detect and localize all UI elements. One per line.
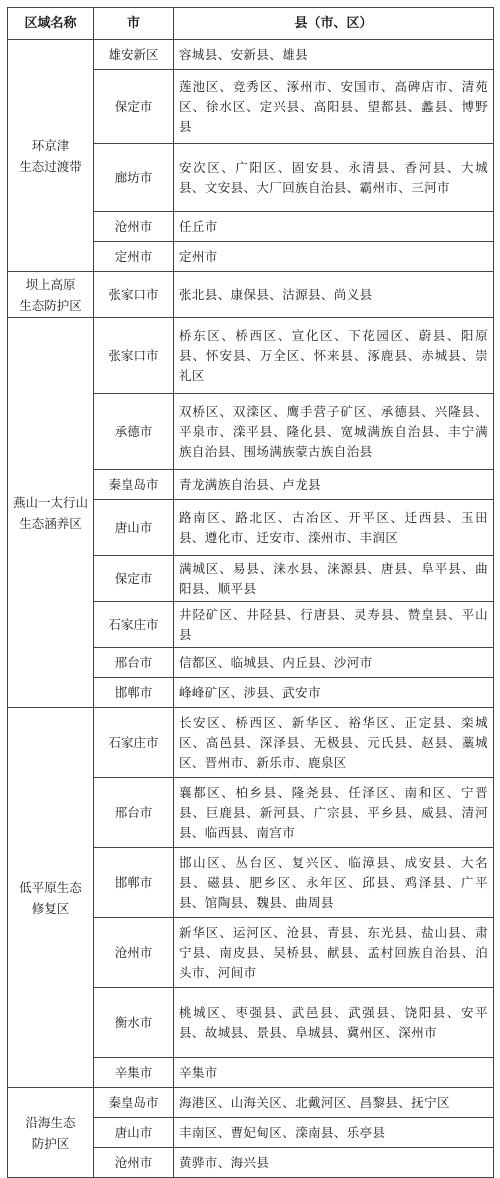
city-cell: 张家口市 xyxy=(94,272,174,318)
zone-name-line: 沿海生态 xyxy=(25,1114,76,1130)
city-cell: 衡水市 xyxy=(94,988,174,1058)
county-cell: 信都区、临城县、内丘县、沙河市 xyxy=(174,648,494,678)
county-cell: 张北县、康保县、沽源县、尚义县 xyxy=(174,272,494,318)
city-cell: 承德市 xyxy=(94,394,174,470)
county-cell: 莲池区、竞秀区、涿州市、安国市、高碑店市、清苑区、徐水区、定兴县、高阳县、望都县、蠡县、博野县 xyxy=(174,70,494,144)
zone-name-cell xyxy=(8,1088,94,1178)
header-row xyxy=(8,8,494,40)
zone-name-line: 生态防护区 xyxy=(19,297,82,313)
county-cell: 黄骅市、海兴县 xyxy=(174,1148,494,1178)
zone-name-line: 生态涵养区 xyxy=(19,515,82,531)
zone-name-line: 防护区 xyxy=(31,1135,70,1151)
city-cell: 邯郸市 xyxy=(94,678,174,708)
county-cell: 邯山区、丛台区、复兴区、临漳县、成安县、大名县、磁县、肥乡区、永年区、邱县、鸡泽县、广平县、馆陶县、魏县、曲周县 xyxy=(174,848,494,918)
county-cell: 桥东区、桥西区、宣化区、下花园区、蔚县、阳原县、怀安县、万全区、怀来县、涿鹿县、赤城县、崇礼区 xyxy=(174,318,494,394)
ecological-zones-table xyxy=(7,7,494,1178)
header-city: 市 xyxy=(94,8,174,40)
table-row xyxy=(8,1088,494,1118)
header-county: 县（市、区） xyxy=(174,8,494,40)
zone-name-cell xyxy=(8,40,94,272)
zone-name-line: 坝上高原 xyxy=(25,276,76,292)
city-cell: 秦皇岛市 xyxy=(94,470,174,500)
city-cell: 石家庄市 xyxy=(94,708,174,778)
county-cell: 襄都区、柏乡县、隆尧县、任泽区、南和区、宁晋县、巨鹿县、新河县、广宗县、平乡县、威县、清河县、临西县、南宫市 xyxy=(174,778,494,848)
zone-name-cell xyxy=(8,318,94,708)
county-cell: 辛集市 xyxy=(174,1058,494,1088)
city-cell: 雄安新区 xyxy=(94,40,174,70)
table-row xyxy=(8,272,494,318)
city-cell: 保定市 xyxy=(94,556,174,602)
county-cell: 丰南区、曹妃甸区、滦南县、乐亭县 xyxy=(174,1118,494,1148)
city-cell: 保定市 xyxy=(94,70,174,144)
zone-name-line: 修复区 xyxy=(31,900,70,916)
county-cell: 井陉矿区、井陉县、行唐县、灵寿县、赞皇县、平山县 xyxy=(174,602,494,648)
county-cell: 峰峰矿区、涉县、武安市 xyxy=(174,678,494,708)
header-zone-name: 区域名称 xyxy=(8,8,94,40)
county-cell: 海港区、山海关区、北戴河区、昌黎县、抚宁区 xyxy=(174,1088,494,1118)
city-cell: 张家口市 xyxy=(94,318,174,394)
city-cell: 邢台市 xyxy=(94,648,174,678)
city-cell: 沧州市 xyxy=(94,918,174,988)
county-cell: 安次区、广阳区、固安县、永清县、香河县、大城县、文安县、大厂回族自治县、霸州市、三河市 xyxy=(174,144,494,212)
county-cell: 新华区、运河区、沧县、青县、东光县、盐山县、肃宁县、南皮县、吴桥县、献县、孟村回族自治县、泊头市、河间市 xyxy=(174,918,494,988)
county-cell: 桃城区、枣强县、武邑县、武强县、饶阳县、安平县、故城县、景县、阜城县、冀州区、深州市 xyxy=(174,988,494,1058)
city-cell: 石家庄市 xyxy=(94,602,174,648)
city-cell: 沧州市 xyxy=(94,1148,174,1178)
city-cell: 邯郸市 xyxy=(94,848,174,918)
city-cell: 邢台市 xyxy=(94,778,174,848)
county-cell: 长安区、桥西区、新华区、裕华区、正定县、栾城区、高邑县、深泽县、无极县、元氏县、赵县、藁城区、晋州市、新乐市、鹿泉区 xyxy=(174,708,494,778)
zone-name-line: 燕山一太行山 xyxy=(13,494,89,510)
county-cell: 满城区、易县、涞水县、涞源县、唐县、阜平县、曲阳县、顺平县 xyxy=(174,556,494,602)
county-cell: 双桥区、双滦区、鹰手营子矿区、承德县、兴隆县、平泉市、滦平县、隆化县、宽城满族自治县、丰宁满族自治县、围场满族蒙古族自治县 xyxy=(174,394,494,470)
zone-name-cell xyxy=(8,272,94,318)
county-cell: 容城县、安新县、雄县 xyxy=(174,40,494,70)
table-row xyxy=(8,708,494,778)
county-cell: 路南区、路北区、古冶区、开平区、迁西县、玉田县、遵化市、迁安市、滦州市、丰润区 xyxy=(174,500,494,556)
city-cell: 廊坊市 xyxy=(94,144,174,212)
zone-name-cell xyxy=(8,708,94,1088)
city-cell: 秦皇岛市 xyxy=(94,1088,174,1118)
city-cell: 辛集市 xyxy=(94,1058,174,1088)
city-cell: 沧州市 xyxy=(94,212,174,242)
zone-name-line: 环京津 xyxy=(31,137,70,153)
city-cell: 唐山市 xyxy=(94,1118,174,1148)
county-cell: 任丘市 xyxy=(174,212,494,242)
city-cell: 定州市 xyxy=(94,242,174,272)
city-cell: 唐山市 xyxy=(94,500,174,556)
county-cell: 青龙满族自治县、卢龙县 xyxy=(174,470,494,500)
table-row xyxy=(8,318,494,394)
table-row xyxy=(8,40,494,70)
zone-name-line: 生态过渡带 xyxy=(19,158,82,174)
zone-name-line: 低平原生态 xyxy=(19,879,82,895)
county-cell: 定州市 xyxy=(174,242,494,272)
